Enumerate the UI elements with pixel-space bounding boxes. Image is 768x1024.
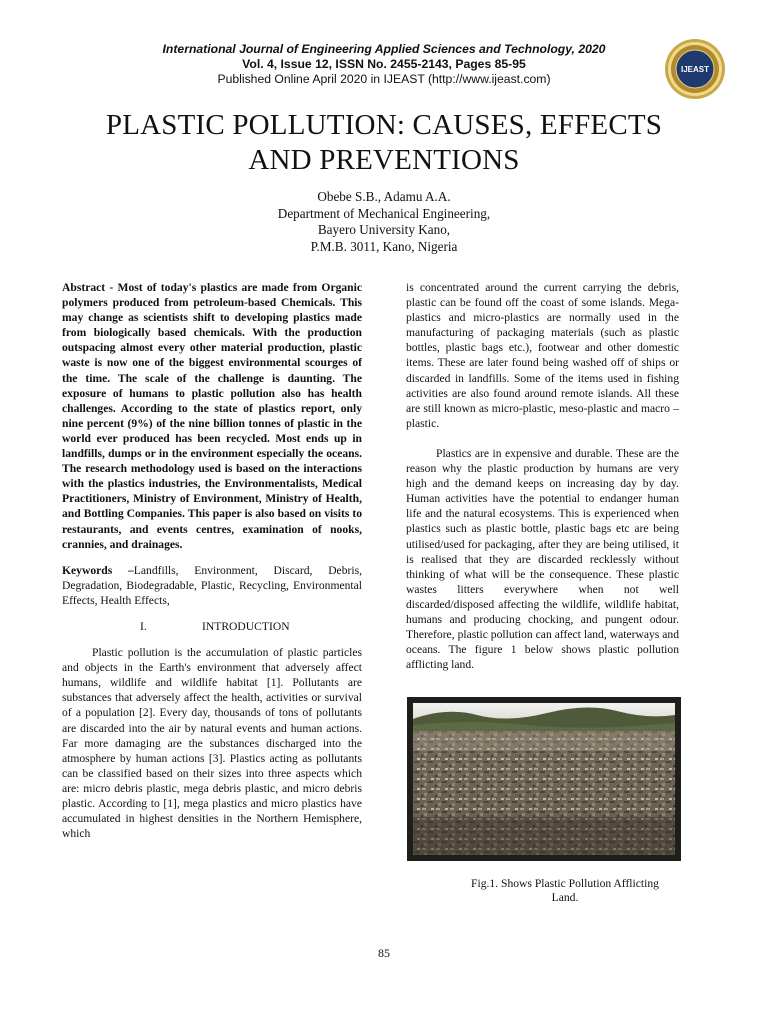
- caption-line-1: Fig.1. Shows Plastic Pollution Afflicting: [471, 877, 659, 890]
- title-line-2: AND PREVENTIONS: [248, 144, 520, 176]
- journal-header: [130, 42, 638, 87]
- author-names: Obebe S.B., Adamu A.A.: [317, 189, 451, 204]
- author-address: P.M.B. 3011, Kano, Nigeria: [310, 238, 458, 254]
- figure-caption: [440, 877, 690, 905]
- ijeast-logo: [664, 38, 726, 100]
- keywords-text: Landfills, Environment, Discard, Debris, Degradation, Biodegradable, Plastic, Recycling, Environmental Effects, Health Effects,: [62, 563, 362, 607]
- intro-paragraph: Plastic pollution is the accumulation of plastic particles and objects in the Earth's environment that adversely affect humans, wildlife and wildlife habitat [1]. Pollutants are substances that adversely affect the health, activities or survival of a population [2]. Every day, thousands of tons of pollutants are discarded into the air by natural events and human actions. Far more damaging are the substances discharged into the atmosphere by human actions [3]. Plastics acting as pollutants can be classified based on their sizes into three aspects which are: micro debris plastic, mega debris plastic, and micro debris plastic. According to [1], mega plastics and micro plastics have accumulated in highest densities in the Northern Hemisphere, which: [62, 646, 362, 841]
- section-number: I.: [140, 619, 147, 633]
- journal-name: International Journal of Engineering Applied Sciences and Technology, 2020: [162, 42, 606, 56]
- title-line-1: PLASTIC POLLUTION: CAUSES, EFFECTS: [105, 109, 663, 141]
- abstract: Abstract - Most of today's plastics are made from Organic polymers produced from petroleum-based Chemicals. This may change as scientists shift to developing plastics made from biologically based chemicals. With the production outspacing almost every other material production, plastic waste is now one of the biggest environmental scourges of the time. The scale of the challenge is daunting. The exposure of humans to plastic pollution also has health challenges. According to the state of plastics report, only nine percent (9%) of the nine billion tonnes of plastic in the world ever produced has been recycled. Most ends up in landfills, dumps or in the environment especially the oceans. The research methodology used is based on the interactions with the plastics industries, the Environmentalists, Medical Practitioners, Ministry of Environment, Ministry of Health, and Bottling Companies. This paper is also based on visits to restaurants, and events centres, examination of nooks, crannies, and drainages.: [62, 281, 362, 551]
- keywords: [62, 563, 362, 608]
- paper-title: [60, 108, 708, 178]
- right-paragraph-1: is concentrated around the current carrying the debris, plastic can be found off the coast of some islands. Mega-plastics and micro-plastics are normally used in the manufacturing of packaging materials (such as plastic bottles, plastic bags etc.), footwear and other domestic items. These are later found being washed off of ships or discarded in landfills. Some of the items used in fishing activities are also found around remote islands. All these are still known as micro-plastic, meso-plastic and macro –plastic.: [406, 281, 679, 430]
- keywords-label: Keywords –: [62, 563, 134, 577]
- logo-text: IJEAST: [680, 65, 710, 74]
- section-heading-introduction: [62, 619, 362, 634]
- right-column: [406, 280, 679, 672]
- caption-line-2: Land.: [551, 891, 579, 904]
- page-number: 85: [378, 946, 390, 960]
- journal-volume: Vol. 4, Issue 12, ISSN No. 2455-2143, Pages 85-95: [242, 57, 526, 71]
- section-title: INTRODUCTION: [202, 619, 290, 633]
- left-column: [62, 280, 362, 841]
- author-block: [184, 189, 584, 255]
- author-university: Bayero University Kano,: [317, 222, 451, 237]
- journal-published: Published Online April 2020 in IJEAST (http://www.ijeast.com): [217, 72, 551, 86]
- author-department: Department of Mechanical Engineering,: [277, 205, 491, 221]
- right-paragraph-2: Plastics are in expensive and durable. These are the reason why the plastic production by humans are very high and the demand keeps on increasing day by day. Human activities have the potential to endanger human life and the natural ecosystems. This is experienced when plastics such as plastic bottle, plastic bags etc are being utilised/used for packaging, after they are being utilised, it is realised that they are discarded recklessly without thinking of what will be the consequence. These plastic wastes litters everywhere when not well discarded/disposed affecting the wildlife, wildlife habitat, humans and producing chocking, and pungent odour. Therefore, plastic pollution can affect land, waterways and oceans. The figure 1 below shows plastic pollution afflicting land.: [406, 446, 679, 672]
- figure-plastic-pollution-photo: [407, 697, 681, 861]
